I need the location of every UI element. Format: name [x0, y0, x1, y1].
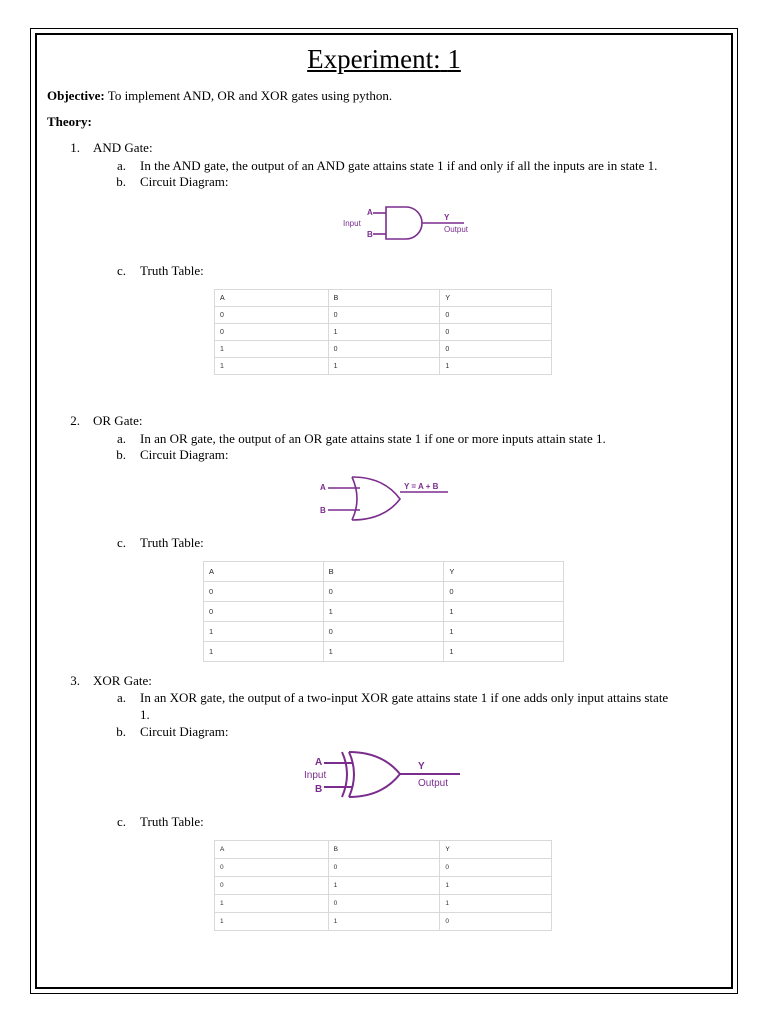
- table-header-cell: B: [323, 562, 444, 582]
- truth-table-label: Truth Table:: [140, 535, 204, 550]
- table-row: [204, 582, 564, 602]
- table-cell: 1: [215, 341, 329, 358]
- objective-line: [47, 88, 392, 104]
- table-row: [215, 913, 552, 931]
- or-input-b: B: [320, 506, 326, 515]
- table-row: [204, 622, 564, 642]
- table-cell: 0: [215, 307, 329, 324]
- table-header-cell: A: [215, 841, 329, 859]
- and-input-a: A: [367, 208, 373, 217]
- section-description: In an XOR gate, the output of a two-input XOR gate attains state 1 if one adds only input attains state: [140, 690, 669, 705]
- table-row: [215, 877, 552, 895]
- table-cell: 1: [440, 877, 552, 895]
- table-cell: 0: [204, 602, 324, 622]
- circuit-diagram-label: Circuit Diagram:: [140, 724, 229, 739]
- item-marker: b.: [116, 174, 126, 189]
- table-cell: 0: [204, 582, 324, 602]
- table-cell: 0: [440, 341, 552, 358]
- item-marker: a.: [116, 690, 126, 705]
- table-header-row: [215, 290, 552, 307]
- table-cell: 1: [215, 358, 329, 375]
- table-cell: 0: [440, 913, 552, 931]
- table-cell: 1: [204, 622, 324, 642]
- table-row: [215, 341, 552, 358]
- and-output-label: Output: [444, 225, 469, 234]
- xor-output-y: Y: [418, 761, 425, 772]
- table-cell: 1: [444, 642, 564, 662]
- table-cell: 0: [440, 307, 552, 324]
- table-header-cell: B: [328, 841, 440, 859]
- section-heading: AND Gate:: [93, 140, 153, 155]
- table-header-cell: A: [204, 562, 324, 582]
- table-cell: 1: [440, 358, 552, 375]
- table-cell: 0: [440, 324, 552, 341]
- table-header-row: [204, 562, 564, 582]
- table-cell: 1: [440, 895, 552, 913]
- truth-table-label: Truth Table:: [140, 814, 204, 829]
- xor-gate-diagram: [302, 750, 467, 802]
- page-title: [0, 42, 768, 76]
- table-cell: 1: [328, 877, 440, 895]
- table-header-cell: Y: [440, 290, 552, 307]
- circuit-diagram-label: Circuit Diagram:: [140, 174, 229, 189]
- circuit-diagram-label: Circuit Diagram:: [140, 447, 229, 462]
- table-cell: 0: [328, 859, 440, 877]
- table-header-cell: Y: [444, 562, 564, 582]
- and-input-label: Input: [343, 219, 361, 228]
- table-header-row: [215, 841, 552, 859]
- table-cell: 1: [444, 602, 564, 622]
- table-cell: 0: [328, 307, 440, 324]
- table-cell: 0: [328, 895, 440, 913]
- xor-truth-table: [214, 840, 552, 931]
- table-cell: 0: [323, 582, 444, 602]
- table-cell: 0: [215, 859, 329, 877]
- table-cell: 1: [328, 324, 440, 341]
- and-output-y: Y: [444, 213, 450, 222]
- table-cell: 0: [328, 341, 440, 358]
- table-cell: 0: [215, 324, 329, 341]
- xor-input-b: B: [315, 784, 323, 795]
- table-cell: 1: [328, 913, 440, 931]
- item-marker: b.: [116, 447, 126, 462]
- section-heading: OR Gate:: [93, 413, 143, 428]
- xor-input-label: Input: [304, 770, 327, 781]
- and-truth-table: [214, 289, 552, 375]
- section-heading: XOR Gate:: [93, 673, 152, 688]
- table-row: [215, 859, 552, 877]
- table-cell: 0: [444, 582, 564, 602]
- table-row: [215, 307, 552, 324]
- table-header-cell: Y: [440, 841, 552, 859]
- table-cell: 0: [440, 859, 552, 877]
- section-number: 2.: [70, 413, 80, 428]
- table-row: [215, 324, 552, 341]
- table-header-cell: A: [215, 290, 329, 307]
- title-label: Experiment:: [307, 44, 441, 74]
- and-gate-diagram: [340, 204, 480, 244]
- table-cell: 1: [215, 895, 329, 913]
- section-number: 1.: [70, 140, 80, 155]
- xor-output-label: Output: [418, 778, 449, 789]
- table-cell: 1: [215, 913, 329, 931]
- title-number: 1: [447, 44, 461, 74]
- section-description: In an OR gate, the output of an OR gate attains state 1 if one or more inputs attain state 1.: [140, 431, 606, 446]
- item-marker: b.: [116, 724, 126, 739]
- item-marker: a.: [116, 431, 126, 446]
- xor-input-a: A: [315, 757, 323, 768]
- section-description-continued: 1.: [140, 707, 150, 722]
- item-marker: c.: [116, 535, 126, 550]
- table-row: [215, 358, 552, 375]
- or-truth-table: [203, 561, 564, 662]
- table-cell: 0: [323, 622, 444, 642]
- objective-label: Objective:: [47, 88, 105, 103]
- section-number: 3.: [70, 673, 80, 688]
- table-header-cell: B: [328, 290, 440, 307]
- item-marker: c.: [116, 814, 126, 829]
- table-cell: 1: [444, 622, 564, 642]
- table-cell: 1: [323, 602, 444, 622]
- objective-text: To implement AND, OR and XOR gates using python.: [107, 88, 393, 103]
- table-cell: 1: [323, 642, 444, 662]
- item-marker: a.: [116, 158, 126, 173]
- or-output-y: Y = A + B: [404, 482, 439, 491]
- or-input-a: A: [320, 483, 326, 492]
- table-cell: 0: [215, 877, 329, 895]
- table-cell: 1: [328, 358, 440, 375]
- and-input-b: B: [367, 230, 373, 239]
- theory-heading: Theory:: [47, 114, 92, 129]
- table-row: [204, 602, 564, 622]
- truth-table-label: Truth Table:: [140, 263, 204, 278]
- section-description: In the AND gate, the output of an AND gate attains state 1 if and only if all the inputs are in state 1.: [140, 158, 658, 173]
- table-row: [204, 642, 564, 662]
- table-cell: 1: [204, 642, 324, 662]
- item-marker: c.: [116, 263, 126, 278]
- table-row: [215, 895, 552, 913]
- or-gate-diagram: [318, 474, 458, 522]
